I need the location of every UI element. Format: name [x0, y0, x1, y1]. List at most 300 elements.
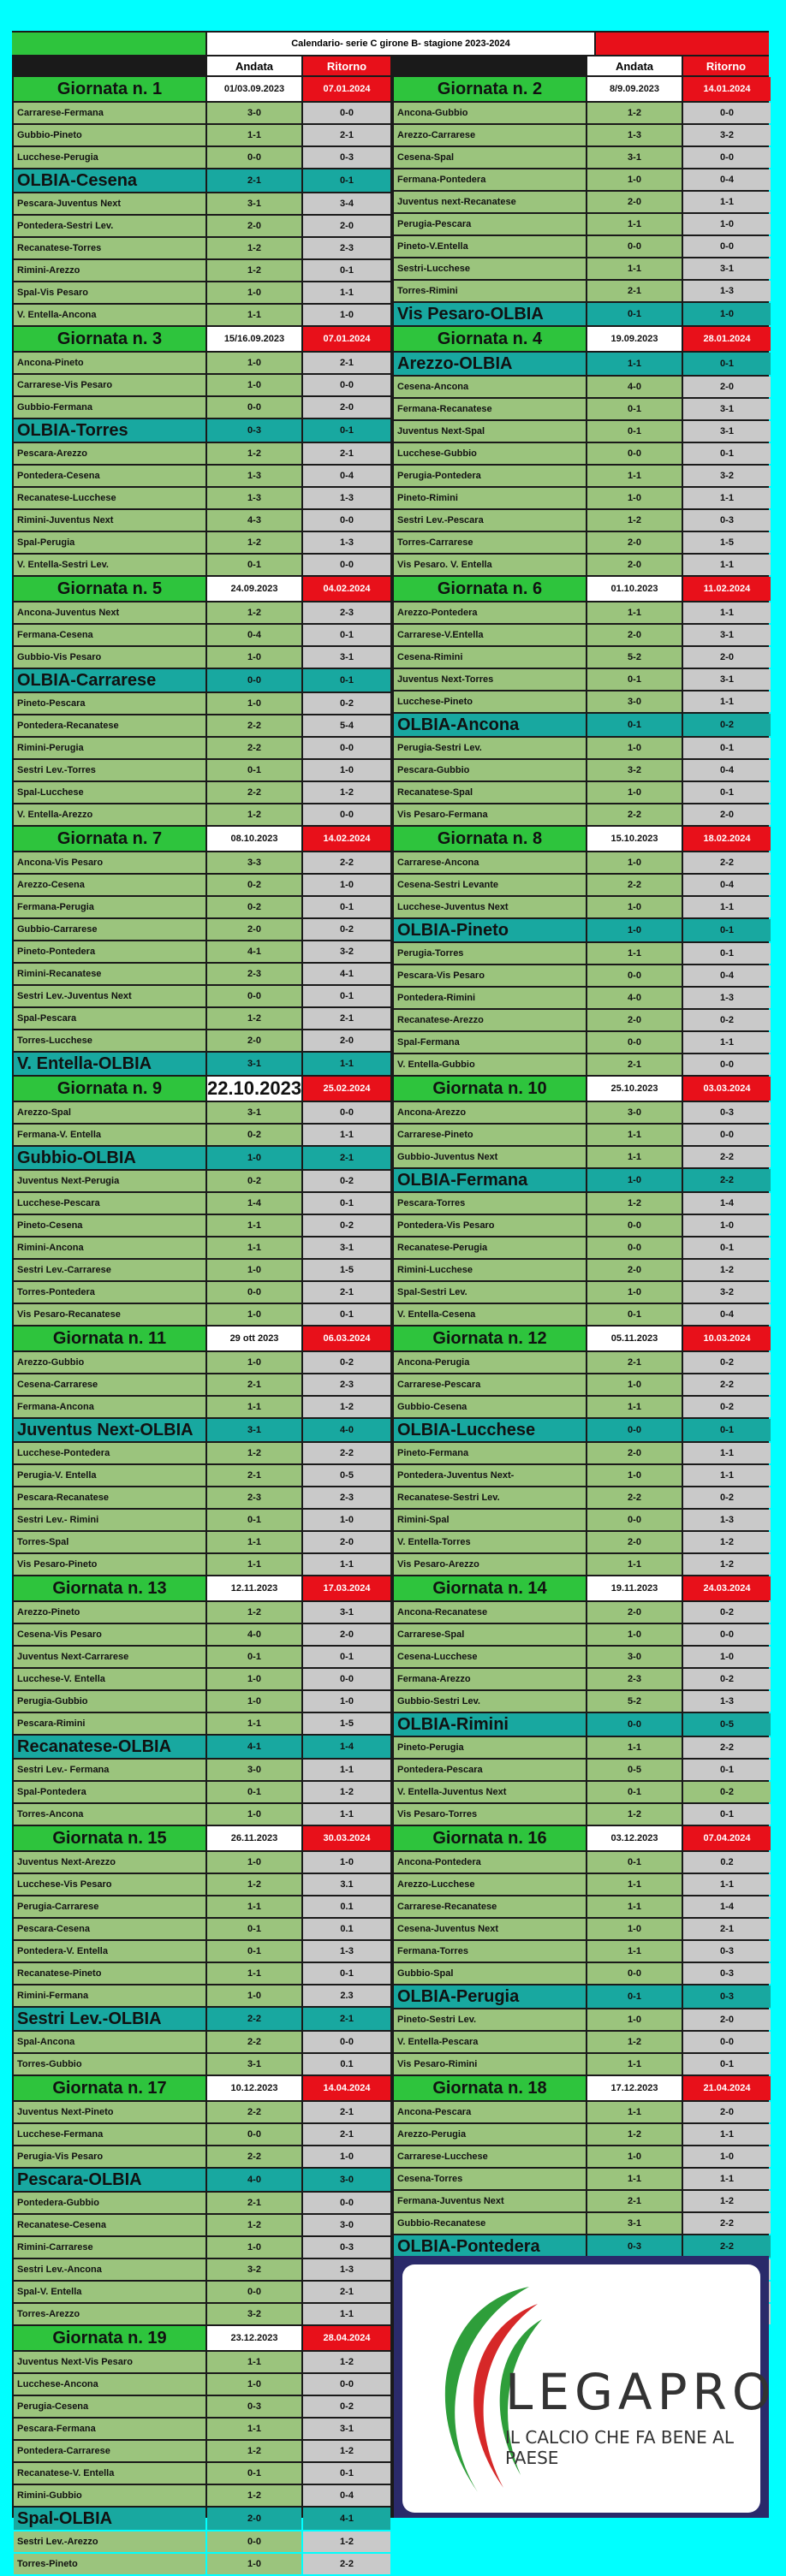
match-teams: Rimini-Spal: [394, 1510, 586, 1530]
match-row: [14, 216, 390, 236]
round-header: [394, 1327, 771, 1350]
match-row: [14, 2124, 390, 2145]
match-row: [14, 782, 390, 803]
andata-header-right: Andata: [587, 56, 682, 75]
match-row: [14, 193, 390, 214]
match-row: [14, 875, 390, 895]
ritorno-score: 1-0: [303, 875, 390, 895]
match-teams: Rimini-Fermana: [14, 1985, 205, 2006]
match-row: [14, 260, 390, 281]
ritorno-score: 2-3: [303, 602, 390, 623]
andata-score: 0-1: [587, 1852, 682, 1873]
match-row: [394, 103, 771, 123]
ritorno-score: 2-2: [303, 2554, 390, 2574]
andata-score: 0-1: [207, 555, 301, 575]
round-header: [394, 577, 771, 601]
ritorno-score: 0-3: [683, 1963, 771, 1984]
ritorno-score: 1-1: [683, 1465, 771, 1486]
match-row: [14, 2304, 390, 2324]
andata-score: 3-1: [587, 2213, 682, 2234]
ritorno-score: 0-2: [303, 693, 390, 714]
ritorno-date: 07.01.2024: [303, 77, 390, 101]
ritorno-score: 0-5: [683, 1713, 771, 1736]
ritorno-score: 1-4: [683, 1896, 771, 1917]
round-header: [14, 1576, 390, 1600]
match-teams: V. Entella-Gubbio: [394, 1054, 586, 1075]
match-teams: OLBIA-Cesena: [14, 169, 205, 192]
andata-score: 1-1: [587, 2054, 682, 2074]
ritorno-score: 0-2: [303, 1171, 390, 1191]
ritorno-score: 2.3: [303, 1985, 390, 2006]
match-teams: Pineto-V.Entella: [394, 236, 586, 257]
match-teams: Juventus next-Recanatese: [394, 192, 586, 212]
match-row: [394, 1624, 771, 1645]
logo-panel: [394, 2256, 777, 2518]
andata-score: 3-0: [587, 1102, 682, 1123]
match-teams: Arezzo-Carrarese: [394, 125, 586, 145]
andata-score: 1-1: [207, 2419, 301, 2439]
ritorno-score: 0-2: [683, 1352, 771, 1373]
match-teams: Perugia-Pescara: [394, 214, 586, 234]
ritorno-score: 0-3: [683, 1941, 771, 1962]
andata-score: 0-0: [207, 397, 301, 418]
ritorno-score: 3-2: [683, 1282, 771, 1303]
match-row: [394, 1054, 771, 1075]
match-row: [14, 532, 390, 553]
match-row: [394, 236, 771, 257]
andata-date: 03.12.2023: [587, 1826, 682, 1850]
andata-score: 1-2: [587, 103, 682, 123]
match-teams: Recanatese-Spal: [394, 782, 586, 803]
andata-score: 1-0: [587, 1374, 682, 1395]
andata-header-left: Andata: [207, 56, 301, 75]
match-row: [14, 804, 390, 825]
match-row: [394, 421, 771, 442]
andata-score: 4-0: [207, 1624, 301, 1645]
andata-date: 29 ott 2023: [207, 1327, 301, 1350]
andata-score: 0-1: [207, 1510, 301, 1530]
match-row: [394, 1304, 771, 1325]
match-row: [394, 2191, 771, 2211]
match-teams: OLBIA-Pontedera: [394, 2235, 586, 2258]
andata-score: 1-1: [587, 602, 682, 623]
match-row: [394, 1691, 771, 1712]
match-teams: Juventus Next-OLBIA: [14, 1419, 205, 1441]
andata-score: 0-2: [207, 1171, 301, 1191]
ritorno-score: 1-0: [683, 303, 771, 325]
match-teams: V. Entella-Juventus Next: [394, 1782, 586, 1802]
andata-score: 0-1: [207, 1941, 301, 1962]
match-teams: Carrarese-Vis Pesaro: [14, 375, 205, 395]
ritorno-score: 3-1: [303, 2419, 390, 2439]
match-teams: OLBIA-Pineto: [394, 919, 586, 941]
ritorno-date: 30.03.2024: [303, 1826, 390, 1850]
ritorno-score: 1-2: [683, 1260, 771, 1280]
andata-score: 1-1: [207, 1963, 301, 1984]
logo-tagline: IL CALCIO CHE FA BENE AL PAESE: [505, 2427, 734, 2468]
ritorno-score: 2-0: [303, 397, 390, 418]
ritorno-score: 1-5: [303, 1713, 390, 1734]
andata-score: 3-2: [587, 760, 682, 781]
andata-score: 1-0: [207, 282, 301, 303]
andata-score: 1-1: [207, 1238, 301, 1258]
andata-score: 2-2: [207, 715, 301, 736]
andata-score: 1-2: [207, 1602, 301, 1623]
andata-score: 2-2: [587, 1487, 682, 1508]
match-teams: Perugia-Cesena: [14, 2396, 205, 2417]
match-teams: Torres-Pontedera: [14, 1282, 205, 1303]
andata-score: 0-1: [207, 760, 301, 781]
andata-score: 0-0: [587, 1032, 682, 1053]
match-teams: Carrarese-Ancona: [394, 852, 586, 873]
andata-score: 2-0: [587, 532, 682, 553]
match-teams: OLBIA-Carrarese: [14, 669, 205, 691]
andata-score: 4-0: [587, 988, 682, 1008]
ritorno-score: 2-3: [303, 238, 390, 258]
match-row: [394, 1532, 771, 1552]
andata-date: 12.11.2023: [207, 1576, 301, 1600]
ritorno-date: 06.03.2024: [303, 1327, 390, 1350]
match-teams: Lucchese-V. Entella: [14, 1669, 205, 1689]
match-teams: Perugia-Carrarese: [14, 1896, 205, 1917]
andata-date: 15.10.2023: [587, 827, 682, 851]
andata-date: 8/9.09.2023: [587, 77, 682, 101]
match-teams: Cesena-Rimini: [394, 647, 586, 668]
andata-score: 2-0: [207, 1030, 301, 1051]
match-row: [14, 941, 390, 962]
match-row: [14, 443, 390, 464]
ritorno-score: 1-0: [683, 214, 771, 234]
andata-score: 1-1: [587, 258, 682, 279]
ritorno-score: 1-2: [683, 2191, 771, 2211]
andata-score: 0-0: [207, 669, 301, 691]
ritorno-score: 0-1: [683, 782, 771, 803]
ritorno-score: 0-2: [683, 1669, 771, 1689]
match-row: [394, 1852, 771, 1873]
ritorno-score: 0-1: [683, 1238, 771, 1258]
andata-date: 17.12.2023: [587, 2076, 682, 2100]
match-row: [14, 1985, 390, 2006]
andata-score: 3-1: [207, 1419, 301, 1441]
andata-score: 1-4: [207, 1193, 301, 1214]
match-teams: V. Entella-Cesena: [394, 1304, 586, 1325]
andata-score: 0-0: [207, 1282, 301, 1303]
match-row: [14, 1008, 390, 1029]
match-row: [394, 1125, 771, 1145]
round-header: [14, 77, 390, 101]
andata-score: 1-1: [587, 1397, 682, 1417]
match-row: [14, 2352, 390, 2372]
match-row: [394, 125, 771, 145]
ritorno-score: 2-0: [683, 2102, 771, 2122]
match-teams: Juventus Next-Pineto: [14, 2102, 205, 2122]
match-teams: Carrarese-Fermana: [14, 103, 205, 123]
match-row: [14, 1352, 390, 1373]
andata-score: 0-1: [207, 2463, 301, 2484]
ritorno-score: 4-1: [303, 2508, 390, 2530]
andata-score: 0-0: [207, 2124, 301, 2145]
match-row: [14, 1647, 390, 1667]
round-header: [394, 1576, 771, 1600]
ritorno-score: 1-4: [683, 1193, 771, 1214]
match-teams: Lucchese-Juventus Next: [394, 897, 586, 917]
match-row: [394, 1374, 771, 1395]
olbia-match-row: [14, 669, 390, 691]
ritorno-score: 0-2: [303, 1215, 390, 1236]
match-teams: Rimini-Perugia: [14, 738, 205, 758]
andata-score: 3-1: [207, 1053, 301, 1075]
match-teams: Cesena-Ancona: [394, 377, 586, 397]
match-teams: Torres-Lucchese: [14, 1030, 205, 1051]
round-title: Giornata n. 4: [394, 327, 586, 351]
match-teams: Arezzo-Spal: [14, 1102, 205, 1123]
andata-score: 3-2: [207, 2304, 301, 2324]
match-teams: Cesena-Vis Pesaro: [14, 1624, 205, 1645]
round-header: [394, 2076, 771, 2100]
match-row: [14, 2237, 390, 2258]
match-row: [394, 2146, 771, 2167]
match-row: [394, 1193, 771, 1214]
ritorno-score: 0-1: [303, 169, 390, 192]
ritorno-date: 25.02.2024: [303, 1077, 390, 1101]
andata-score: 1-0: [587, 1919, 682, 1939]
andata-score: 1-0: [207, 1691, 301, 1712]
match-row: [14, 1554, 390, 1575]
andata-score: 2-2: [207, 2032, 301, 2052]
match-teams: Juventus Next-Spal: [394, 421, 586, 442]
andata-score: 1-1: [587, 1941, 682, 1962]
olbia-match-row: [394, 919, 771, 941]
match-teams: Ancona-Pineto: [14, 353, 205, 373]
ritorno-score: 1-3: [303, 1941, 390, 1962]
match-teams: Fermana-Pontedera: [394, 169, 586, 190]
andata-score: 1-1: [587, 214, 682, 234]
andata-score: 0-1: [587, 669, 682, 690]
ritorno-header-left: Ritorno: [303, 56, 390, 75]
match-teams: Pescara-Cesena: [14, 1919, 205, 1939]
ritorno-score: 2-0: [683, 804, 771, 825]
match-teams: Ancona-Juventus Next: [14, 602, 205, 623]
andata-score: 2-1: [207, 2193, 301, 2213]
match-row: [14, 2215, 390, 2235]
andata-score: 0-1: [207, 1919, 301, 1939]
ritorno-score: 1-2: [303, 1782, 390, 1802]
ritorno-score: 1-0: [303, 1852, 390, 1873]
andata-score: 1-0: [587, 488, 682, 508]
andata-score: 0-0: [587, 1215, 682, 1236]
andata-score: 5-2: [587, 1691, 682, 1712]
ritorno-score: 2-2: [683, 852, 771, 873]
ritorno-score: 2-0: [683, 647, 771, 668]
round-title: Giornata n. 3: [14, 327, 205, 351]
match-teams: Rimini-Lucchese: [394, 1260, 586, 1280]
match-teams: Pescara-OLBIA: [14, 2169, 205, 2191]
match-teams: Pineto-Pescara: [14, 693, 205, 714]
andata-date: 01/03.09.2023: [207, 77, 301, 101]
match-row: [14, 1465, 390, 1486]
match-teams: Fermana-Juventus Next: [394, 2191, 586, 2211]
round-title: Giornata n. 17: [14, 2076, 205, 2100]
match-teams: Pescara-Arezzo: [14, 443, 205, 464]
round-title: Giornata n. 16: [394, 1826, 586, 1850]
match-row: [14, 1532, 390, 1552]
andata-score: 1-2: [207, 238, 301, 258]
match-row: [14, 852, 390, 873]
round-header: [394, 327, 771, 351]
match-teams: V. Entella-Ancona: [14, 305, 205, 325]
ritorno-score: 1-2: [303, 1397, 390, 1417]
ritorno-score: 0-1: [683, 353, 771, 375]
andata-score: 2-1: [587, 2191, 682, 2211]
ritorno-score: 1-1: [303, 1554, 390, 1575]
match-teams: Perugia-Torres: [394, 943, 586, 964]
ritorno-score: 1-5: [303, 1260, 390, 1280]
match-row: [14, 353, 390, 373]
ritorno-score: 1-2: [683, 1532, 771, 1552]
ritorno-score: 2-2: [683, 1147, 771, 1167]
match-teams: OLBIA-Rimini: [394, 1713, 586, 1736]
ritorno-score: 0-5: [303, 1465, 390, 1486]
olbia-match-row: [14, 169, 390, 192]
ritorno-date: 18.02.2024: [683, 827, 771, 851]
andata-score: 1-0: [207, 353, 301, 373]
match-teams: Pescara-Vis Pesaro: [394, 965, 586, 986]
andata-score: 0-1: [207, 1647, 301, 1667]
match-row: [394, 147, 771, 168]
match-row: [394, 1669, 771, 1689]
andata-score: 2-0: [207, 2508, 301, 2530]
match-teams: Spal-Pescara: [14, 1008, 205, 1029]
match-teams: Lucchese-Vis Pesaro: [14, 1874, 205, 1895]
match-row: [394, 1941, 771, 1962]
andata-score: 1-1: [587, 1737, 682, 1758]
match-row: [14, 1397, 390, 1417]
andata-score: 0-3: [207, 2396, 301, 2417]
andata-score: 0-0: [587, 443, 682, 464]
ritorno-score: 1-1: [683, 1874, 771, 1895]
andata-score: 2-3: [207, 964, 301, 984]
ritorno-score: 2-1: [303, 2008, 390, 2030]
ritorno-score: 2-0: [303, 1030, 390, 1051]
match-row: [394, 1963, 771, 1984]
andata-score: 0-0: [587, 1510, 682, 1530]
match-teams: Pescara-Gubbio: [394, 760, 586, 781]
match-row: [14, 2419, 390, 2439]
round-header: [14, 1826, 390, 1850]
round-title: Giornata n. 2: [394, 77, 586, 101]
andata-score: 2-1: [207, 1465, 301, 1486]
match-teams: V. Entella-Pescara: [394, 2032, 586, 2052]
andata-score: 1-2: [207, 2215, 301, 2235]
match-row: [394, 875, 771, 895]
andata-score: 0-1: [207, 1782, 301, 1802]
match-teams: Recanatese-Lucchese: [14, 488, 205, 508]
ritorno-score: 1-0: [303, 305, 390, 325]
ritorno-score: 1-3: [303, 2259, 390, 2280]
match-teams: Rimini-Juventus Next: [14, 510, 205, 531]
match-row: [394, 1238, 771, 1258]
match-teams: Pontedera-Cesena: [14, 466, 205, 486]
ritorno-score: 0-1: [683, 738, 771, 758]
ritorno-score: 1-5: [683, 532, 771, 553]
ritorno-score: 3-4: [303, 193, 390, 214]
ritorno-score: 0-0: [303, 738, 390, 758]
match-teams: Gubbio-Vis Pesaro: [14, 647, 205, 668]
andata-score: 1-1: [587, 1896, 682, 1917]
match-row: [394, 2213, 771, 2234]
match-row: [394, 1102, 771, 1123]
andata-score: 0-0: [587, 965, 682, 986]
ritorno-score: 0-3: [303, 2237, 390, 2258]
andata-score: 1-1: [587, 2102, 682, 2122]
match-row: [14, 693, 390, 714]
match-row: [14, 2032, 390, 2052]
ritorno-score: 0-1: [303, 1304, 390, 1325]
match-row: [14, 1304, 390, 1325]
andata-score: 0-0: [207, 2282, 301, 2302]
match-row: [14, 1030, 390, 1051]
andata-score: 1-0: [207, 693, 301, 714]
ritorno-date: 14.01.2024: [683, 77, 771, 101]
andata-score: 1-0: [207, 1147, 301, 1169]
match-teams: Arezzo-Lucchese: [394, 1874, 586, 1895]
match-row: [394, 1782, 771, 1802]
ritorno-score: 3-2: [683, 466, 771, 486]
match-teams: Carrarese-Pineto: [394, 1125, 586, 1145]
match-row: [14, 282, 390, 303]
olbia-match-row: [14, 419, 390, 442]
andata-date: 22.10.2023: [206, 1077, 302, 1099]
ritorno-score: 0-2: [683, 1602, 771, 1623]
andata-score: 1-0: [587, 2146, 682, 2167]
match-row: [394, 1443, 771, 1463]
olbia-match-row: [394, 1713, 771, 1736]
ritorno-score: 0-0: [683, 2032, 771, 2052]
andata-score: 1-3: [207, 466, 301, 486]
match-row: [394, 782, 771, 803]
ritorno-score: 2-3: [303, 1487, 390, 1508]
match-row: [394, 2102, 771, 2122]
ritorno-score: 1-2: [303, 782, 390, 803]
match-row: [394, 852, 771, 873]
ritorno-score: 1-1: [683, 555, 771, 575]
andata-score: 1-1: [207, 2352, 301, 2372]
match-teams: Juventus Next-Torres: [394, 669, 586, 690]
match-row: [14, 238, 390, 258]
ritorno-score: 2-1: [303, 125, 390, 145]
andata-score: 1-0: [587, 919, 682, 941]
andata-score: 2-0: [587, 1010, 682, 1030]
andata-date: 10.12.2023: [207, 2076, 301, 2100]
match-row: [394, 2169, 771, 2189]
match-row: [394, 988, 771, 1008]
match-row: [394, 1487, 771, 1508]
match-teams: Gubbio-Cesena: [394, 1397, 586, 1417]
ritorno-score: 1-3: [683, 281, 771, 301]
match-row: [394, 1147, 771, 1167]
match-row: [14, 1624, 390, 1645]
match-teams: Sestri Lev.-Torres: [14, 760, 205, 781]
ritorno-score: 1-1: [683, 1032, 771, 1053]
match-teams: Fermana-Torres: [394, 1941, 586, 1962]
match-teams: Pineto-Pontedera: [14, 941, 205, 962]
olbia-match-row: [14, 2508, 390, 2530]
ritorno-score: 2-2: [683, 1374, 771, 1395]
ritorno-score: 0-1: [303, 897, 390, 917]
ritorno-score: 0-0: [303, 804, 390, 825]
andata-score: 0-5: [587, 1760, 682, 1780]
andata-score: 1-0: [207, 1304, 301, 1325]
